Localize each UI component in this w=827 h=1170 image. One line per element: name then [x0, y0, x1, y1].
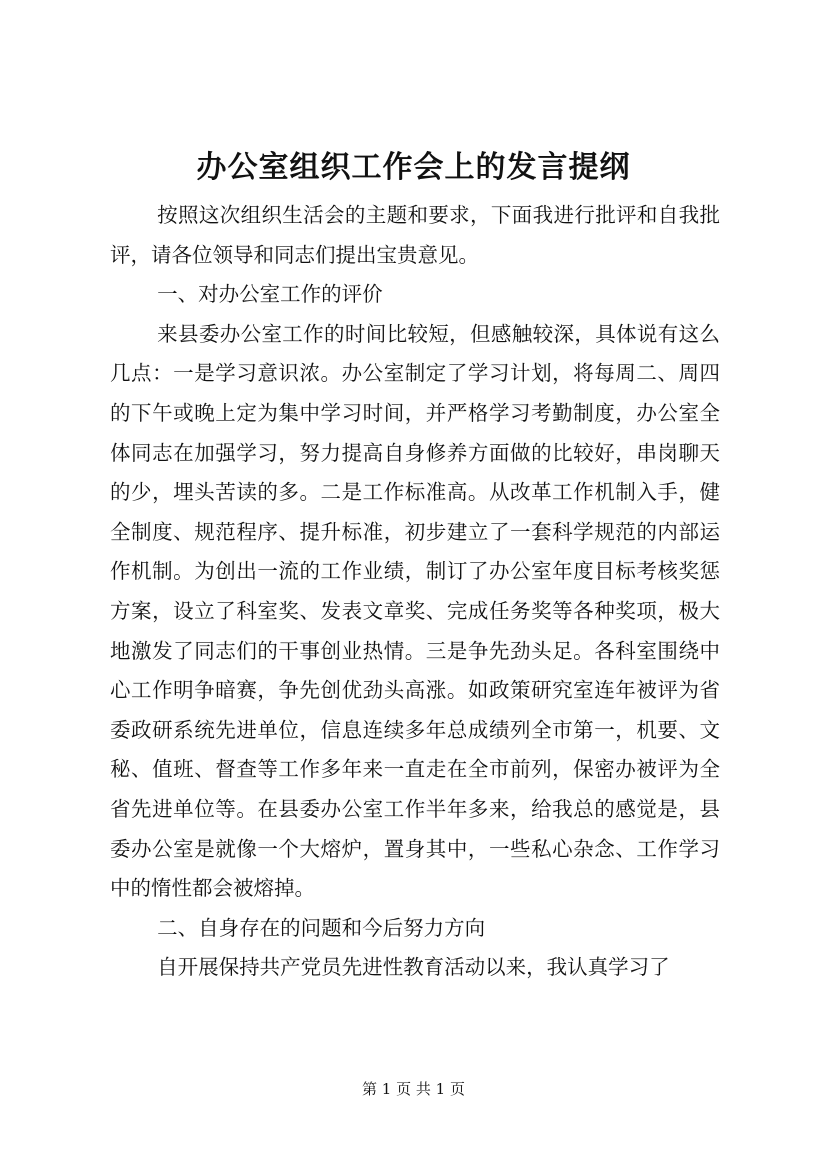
document-body: [110, 196, 720, 988]
page-footer: 第 1 页 共 1 页: [362, 1080, 465, 1098]
problems-paragraph: 自开展保持共产党员先进性教育活动以来，我认真学习了: [157, 955, 670, 980]
intro-paragraph: 按照这次组织生活会的主题和要求，下面我进行批评和自我批评，请各位领导和同志们提出宝贵意见。: [110, 203, 720, 267]
document-title: 办公室组织工作会上的发言提纲: [196, 150, 631, 185]
section-heading-1: 一、对办公室工作的评价: [157, 282, 383, 307]
evaluation-paragraph: 来县委办公室工作的时间比较短，但感触较深，具体说有这么几点：一是学习意识浓。办公室制定了学习计划，将每周二、周四的下午或晚上定为集中学习时间，并严格学习考勤制度，办公室全体同志在加强学习，努力提高自身修养方面做的比较好，串岗聊天的少，埋头苦读的多。二是工作标准高。从改革工作机制入手，健全制度、规范程序、提升标准，初步建立了一套科学规范的内部运作机制。为创出一流的工作业绩，制订了办公室年度目标考核奖惩方案，设立了科室奖、发表文章奖、完成任务奖等各种奖项，极大地激发了同志们的干事创业热情。三是争先劲头足。各科室围绕中心工作明争暗赛，争先创优劲头高涨。如政策研究室连年被评为省委政研系统先进单位，信息连续多年总成绩列全市第一，机要、文秘、值班、督查等工作多年来一直走在全市前列，保密办被评为全省先进单位等。在县委办公室工作半年多来，给我总的感觉是，县委办公室是就像一个大熔炉，置身其中，一些私心杂念、工作学习中的惰性都会被熔掉。: [110, 321, 720, 901]
section-heading-2: 二、自身存在的问题和今后努力方向: [157, 915, 486, 940]
